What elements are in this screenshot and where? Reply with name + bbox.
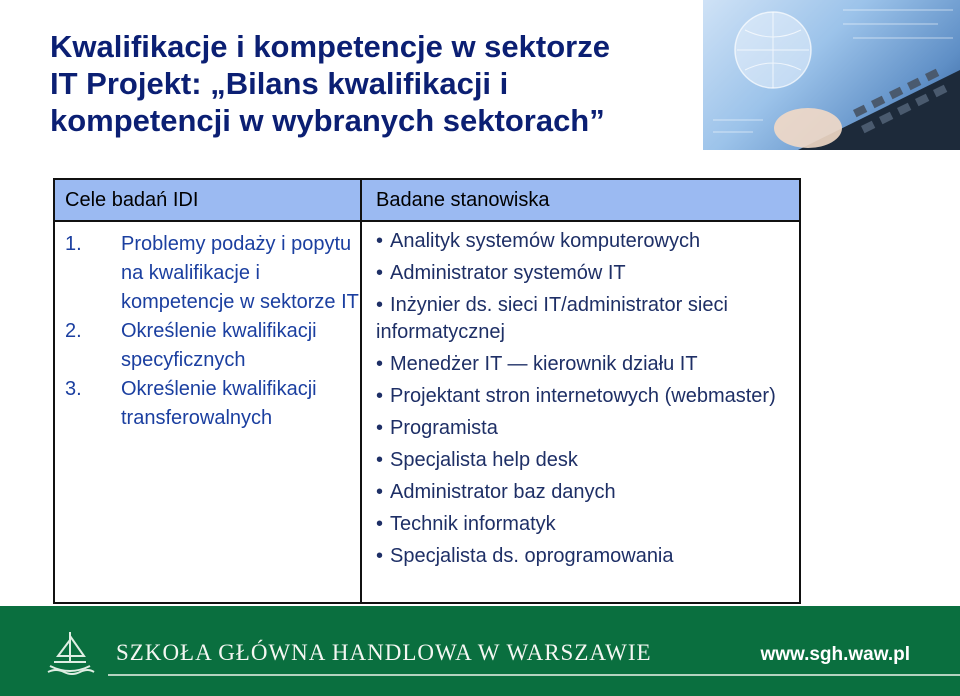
- goals-column: [55, 180, 362, 602]
- role-text: Technik informatyk: [390, 513, 556, 535]
- roles-list: [362, 222, 799, 570]
- role-item: [376, 543, 789, 570]
- goal-text: Problemy podaży i popytu na kwalifikacje i kompetencje w sektorze IT: [121, 233, 359, 313]
- role-text: Administrator baz danych: [390, 481, 616, 503]
- role-item: [376, 292, 789, 346]
- footer-divider: [108, 674, 960, 676]
- goal-number: 3.: [65, 378, 82, 400]
- bullet-icon: •: [376, 353, 384, 375]
- page-title: [50, 28, 690, 139]
- title-line-1: Kwalifikacje i kompetencje w sektorze: [50, 29, 610, 64]
- bullet-icon: •: [376, 545, 384, 567]
- goal-item: [65, 375, 360, 433]
- role-item: [376, 415, 789, 442]
- roles-header: Badane stanowiska: [362, 180, 799, 222]
- role-item: [376, 511, 789, 538]
- footer-bar: [0, 606, 960, 696]
- goal-item: [65, 317, 360, 375]
- goals-roles-table: [53, 178, 801, 604]
- role-text: Projektant stron internetowych (webmaster): [390, 385, 776, 407]
- role-text: Administrator systemów IT: [390, 262, 626, 284]
- role-text: Specjalista help desk: [390, 449, 578, 471]
- goals-header: Cele badań IDI: [55, 180, 360, 222]
- bullet-icon: •: [376, 513, 384, 535]
- role-text: Menedżer IT — kierownik działu IT: [390, 353, 698, 375]
- role-item: [376, 383, 789, 410]
- goal-number: 1.: [65, 233, 82, 255]
- role-text: Specjalista ds. oprogramowania: [390, 545, 674, 567]
- bullet-icon: •: [376, 385, 384, 407]
- bullet-icon: •: [376, 481, 384, 503]
- roles-column: [362, 180, 799, 602]
- bullet-icon: •: [376, 449, 384, 471]
- title-line-3: kompetencji w wybranych sektorach”: [50, 103, 605, 138]
- goal-number: 2.: [65, 320, 82, 342]
- ship-logo-icon: [42, 626, 98, 680]
- role-item: [376, 228, 789, 255]
- bullet-icon: •: [376, 262, 384, 284]
- role-item: [376, 260, 789, 287]
- goal-item: [65, 230, 360, 317]
- role-text: Inżynier ds. sieci IT/administrator sieci informatycznej: [376, 294, 728, 343]
- role-text: Analityk systemów komputerowych: [390, 230, 701, 252]
- goal-text: Określenie kwalifikacji transferowalnych: [121, 378, 317, 429]
- role-item: [376, 351, 789, 378]
- goal-text: Określenie kwalifikacji specyficznych: [121, 320, 317, 371]
- bullet-icon: •: [376, 230, 384, 252]
- role-item: [376, 447, 789, 474]
- title-line-2: IT Projekt: „Bilans kwalifikacji i: [50, 66, 509, 101]
- keyboard-photo: [703, 0, 960, 150]
- website-link[interactable]: www.sgh.waw.pl: [760, 644, 910, 665]
- bullet-icon: •: [376, 417, 384, 439]
- role-item: [376, 479, 789, 506]
- school-name: SZKOŁA GŁÓWNA HANDLOWA W WARSZAWIE: [116, 640, 652, 665]
- bullet-icon: •: [376, 294, 384, 316]
- keyboard-illustration: [703, 0, 960, 150]
- goals-list: [55, 222, 360, 433]
- role-text: Programista: [390, 417, 498, 439]
